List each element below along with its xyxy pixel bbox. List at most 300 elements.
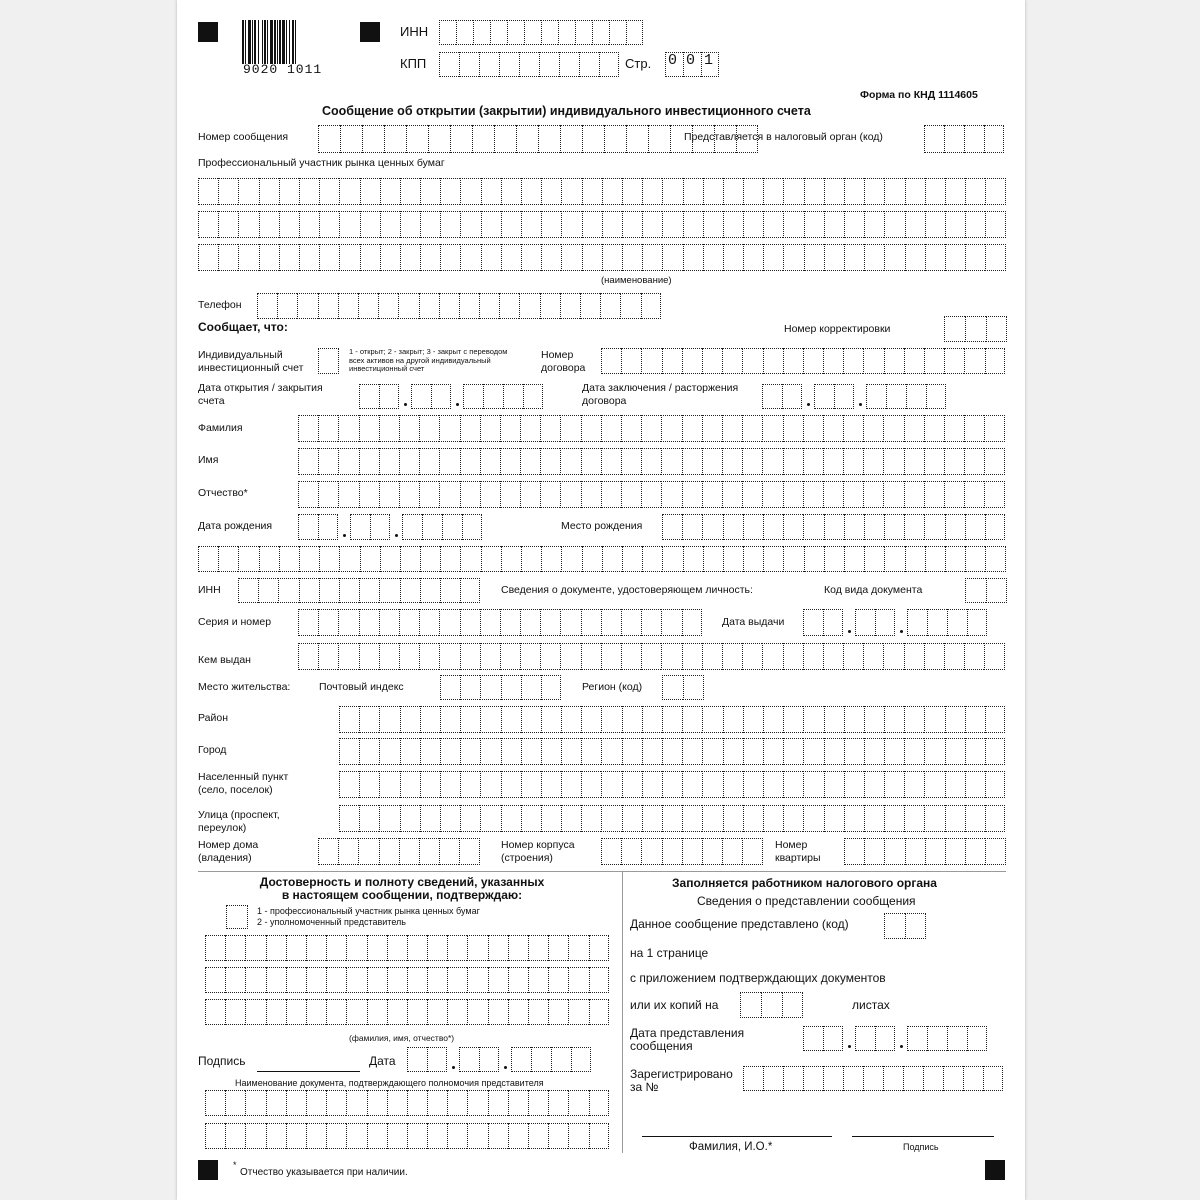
phone-input-cell[interactable]	[398, 293, 418, 319]
issue-date-year[interactable]	[907, 609, 987, 636]
settlement-input-cell[interactable]	[864, 771, 884, 798]
participant-name-line-2-cell[interactable]	[481, 211, 501, 238]
confirm-fio-line-2[interactable]	[205, 967, 609, 993]
message-number-input-cell[interactable]	[428, 125, 450, 153]
birth-place-line-1-cell[interactable]	[743, 514, 763, 540]
authority-doc-line-1-cell[interactable]	[306, 1090, 326, 1116]
first-name-input-cell[interactable]	[661, 448, 681, 475]
page-number-input-cell[interactable]	[701, 52, 719, 77]
issued-by-input-cell[interactable]	[682, 643, 702, 670]
kpp-header-input-cell[interactable]	[479, 52, 499, 77]
participant-name-line-3-cell[interactable]	[521, 244, 541, 271]
surname-input-cell[interactable]	[318, 415, 338, 442]
surname-input-cell[interactable]	[560, 415, 580, 442]
contract-number-input-cell[interactable]	[682, 348, 702, 374]
region-code-input-cell[interactable]	[683, 675, 704, 700]
first-name-input-cell[interactable]	[540, 448, 560, 475]
confirm-fio-line-1-cell[interactable]	[367, 935, 387, 961]
building-input-cell[interactable]	[702, 838, 722, 865]
settlement-input-cell[interactable]	[985, 771, 1005, 798]
correction-number-input-cell[interactable]	[965, 316, 986, 342]
inn-header-input-cell[interactable]	[439, 20, 456, 45]
settlement-input-cell[interactable]	[662, 771, 682, 798]
confirm-fio-line-1-cell[interactable]	[467, 935, 487, 961]
tax-authority-input-cell[interactable]	[964, 125, 984, 153]
city-input-cell[interactable]	[460, 738, 480, 765]
birth-place-line-2-cell[interactable]	[824, 546, 844, 572]
birth-place-line-1-cell[interactable]	[985, 514, 1005, 540]
patronymic-input-cell[interactable]	[318, 481, 338, 508]
authority-doc-line-2-cell[interactable]	[387, 1123, 407, 1149]
surname-input-cell[interactable]	[722, 415, 742, 442]
issued-by-input-cell[interactable]	[621, 643, 641, 670]
participant-name-line-1-cell[interactable]	[319, 178, 339, 205]
participant-name-line-2-cell[interactable]	[824, 211, 844, 238]
birth-date-year[interactable]	[402, 514, 482, 540]
surname-input-cell[interactable]	[803, 415, 823, 442]
series-number-input-cell[interactable]	[298, 609, 318, 636]
confirm-fio-line-3-cell[interactable]	[346, 999, 366, 1025]
patronymic-input-cell[interactable]	[399, 481, 419, 508]
contract-number-input-cell[interactable]	[641, 348, 661, 374]
issued-by-input-cell[interactable]	[540, 643, 560, 670]
participant-name-line-1-cell[interactable]	[460, 178, 480, 205]
participant-name-line-2-cell[interactable]	[925, 211, 945, 238]
issued-by-input-cell[interactable]	[359, 643, 379, 670]
participant-name-line-2-cell[interactable]	[905, 211, 925, 238]
doc-type-code-input-cell[interactable]	[965, 578, 986, 603]
city-input-cell[interactable]	[723, 738, 743, 765]
patronymic-input-cell[interactable]	[520, 481, 540, 508]
participant-name-line-1-cell[interactable]	[561, 178, 581, 205]
patronymic-input-cell[interactable]	[460, 481, 480, 508]
city-input-cell[interactable]	[682, 738, 702, 765]
confirm-date-month[interactable]	[459, 1047, 499, 1072]
phone-input-cell[interactable]	[600, 293, 620, 319]
person-inn-input-cell[interactable]	[238, 578, 258, 603]
issue-date-year-cell[interactable]	[907, 609, 927, 636]
confirm-fio-line-3-cell[interactable]	[286, 999, 306, 1025]
first-name-input-cell[interactable]	[762, 448, 782, 475]
surname-input-cell[interactable]	[742, 415, 762, 442]
message-number-input-cell[interactable]	[604, 125, 626, 153]
contract-number-input-cell[interactable]	[742, 348, 762, 374]
participant-name-line-1-cell[interactable]	[380, 178, 400, 205]
city-input-cell[interactable]	[824, 738, 844, 765]
first-name-input-cell[interactable]	[944, 448, 964, 475]
district-input-cell[interactable]	[581, 706, 601, 733]
confirm-fio-line-2-cell[interactable]	[447, 967, 467, 993]
participant-name-line-3-cell[interactable]	[218, 244, 238, 271]
participant-name-line-1-cell[interactable]	[501, 178, 521, 205]
city-input-cell[interactable]	[662, 738, 682, 765]
submit-date-month[interactable]	[855, 1026, 895, 1051]
participant-name-line-3-cell[interactable]	[763, 244, 783, 271]
house-input[interactable]	[318, 838, 480, 865]
patronymic-input-cell[interactable]	[581, 481, 601, 508]
participant-name-line-3[interactable]	[198, 244, 1006, 271]
participant-name-line-3-cell[interactable]	[440, 244, 460, 271]
participant-name-line-1-cell[interactable]	[763, 178, 783, 205]
confirm-fio-line-1-cell[interactable]	[528, 935, 548, 961]
settlement-input-cell[interactable]	[400, 771, 420, 798]
birth-place-line-2-cell[interactable]	[905, 546, 925, 572]
settlement-input-cell[interactable]	[803, 771, 823, 798]
series-number-input-cell[interactable]	[601, 609, 621, 636]
contract-number-input-cell[interactable]	[601, 348, 621, 374]
issued-by-input-cell[interactable]	[722, 643, 742, 670]
birth-place-line-1-cell[interactable]	[763, 514, 783, 540]
participant-name-line-1-cell[interactable]	[985, 178, 1005, 205]
house-input-cell[interactable]	[419, 838, 439, 865]
settlement-input-cell[interactable]	[743, 771, 763, 798]
district-input-cell[interactable]	[339, 706, 359, 733]
message-number-input-cell[interactable]	[450, 125, 472, 153]
confirm-date-year-cell[interactable]	[511, 1047, 531, 1072]
birth-place-line-2-cell[interactable]	[804, 546, 824, 572]
district-input-cell[interactable]	[844, 706, 864, 733]
first-name-input-cell[interactable]	[338, 448, 358, 475]
participant-name-line-2-cell[interactable]	[683, 211, 703, 238]
message-number-input-cell[interactable]	[736, 125, 758, 153]
participant-name-line-1-cell[interactable]	[945, 178, 965, 205]
settlement-input-cell[interactable]	[359, 771, 379, 798]
participant-name-line-1-cell[interactable]	[582, 178, 602, 205]
participant-name-line-3-cell[interactable]	[420, 244, 440, 271]
participant-name-line-3-cell[interactable]	[582, 244, 602, 271]
participant-name-line-3-cell[interactable]	[884, 244, 904, 271]
doc-type-code-input[interactable]	[965, 578, 1007, 603]
authority-doc-line-2-cell[interactable]	[589, 1123, 609, 1149]
issued-by-input-cell[interactable]	[338, 643, 358, 670]
city-input-cell[interactable]	[420, 738, 440, 765]
surname-input-cell[interactable]	[439, 415, 459, 442]
city-input-cell[interactable]	[379, 738, 399, 765]
registration-number-input-cell[interactable]	[943, 1066, 963, 1091]
birth-place-line-2-cell[interactable]	[198, 546, 218, 572]
participant-name-line-3-cell[interactable]	[319, 244, 339, 271]
first-name-input-cell[interactable]	[984, 448, 1004, 475]
authority-doc-line-1-cell[interactable]	[407, 1090, 427, 1116]
birth-place-line-2[interactable]	[198, 546, 1006, 572]
confirm-fio-line-1-cell[interactable]	[488, 935, 508, 961]
street-input-cell[interactable]	[803, 805, 823, 832]
confirm-fio-line-3-cell[interactable]	[387, 999, 407, 1025]
building-input[interactable]	[601, 838, 763, 865]
participant-name-line-3-cell[interactable]	[703, 244, 723, 271]
issued-by-input-cell[interactable]	[984, 643, 1004, 670]
authority-doc-line-1-cell[interactable]	[488, 1090, 508, 1116]
district-input-cell[interactable]	[561, 706, 581, 733]
contract-date-year-cell[interactable]	[926, 384, 946, 409]
first-name-input-cell[interactable]	[783, 448, 803, 475]
authority-doc-line-2-cell[interactable]	[326, 1123, 346, 1149]
participant-name-line-2-cell[interactable]	[561, 211, 581, 238]
first-name-input-cell[interactable]	[560, 448, 580, 475]
settlement-input-cell[interactable]	[379, 771, 399, 798]
message-number-input-cell[interactable]	[560, 125, 582, 153]
participant-name-line-1-cell[interactable]	[642, 178, 662, 205]
district-input-cell[interactable]	[379, 706, 399, 733]
issued-by-input-cell[interactable]	[480, 643, 500, 670]
participant-name-line-2-cell[interactable]	[319, 211, 339, 238]
confirm-fio-line-1-cell[interactable]	[286, 935, 306, 961]
surname-input-cell[interactable]	[702, 415, 722, 442]
birth-place-line-2-cell[interactable]	[481, 546, 501, 572]
participant-name-line-3-cell[interactable]	[561, 244, 581, 271]
participant-name-line-2-cell[interactable]	[380, 211, 400, 238]
submit-date-day-cell[interactable]	[823, 1026, 843, 1051]
correction-number-input-cell[interactable]	[944, 316, 965, 342]
confirm-fio-line-1-cell[interactable]	[225, 935, 245, 961]
city-input-cell[interactable]	[783, 738, 803, 765]
birth-place-line-1-cell[interactable]	[682, 514, 702, 540]
series-number-input-cell[interactable]	[661, 609, 681, 636]
patronymic-input-cell[interactable]	[601, 481, 621, 508]
submitted-code-input[interactable]	[884, 913, 926, 939]
city-input-cell[interactable]	[480, 738, 500, 765]
confirm-date-day[interactable]	[407, 1047, 447, 1072]
street-input-cell[interactable]	[541, 805, 561, 832]
birth-date-day-cell[interactable]	[318, 514, 338, 540]
district-input-cell[interactable]	[803, 706, 823, 733]
page-number-input-cell[interactable]	[683, 52, 701, 77]
patronymic-input-cell[interactable]	[924, 481, 944, 508]
issued-by-input-cell[interactable]	[439, 643, 459, 670]
confirm-fio-line-3-cell[interactable]	[407, 999, 427, 1025]
contract-date-year[interactable]	[866, 384, 946, 409]
street-input-cell[interactable]	[682, 805, 702, 832]
participant-name-line-1-cell[interactable]	[905, 178, 925, 205]
street-input-cell[interactable]	[945, 805, 965, 832]
settlement-input-cell[interactable]	[541, 771, 561, 798]
confirm-role-input[interactable]	[226, 905, 248, 929]
account-date-day-cell[interactable]	[359, 384, 379, 409]
patronymic-input-cell[interactable]	[702, 481, 722, 508]
phone-input-cell[interactable]	[540, 293, 560, 319]
series-number-input-cell[interactable]	[500, 609, 520, 636]
tax-authority-input-cell[interactable]	[944, 125, 964, 153]
patronymic-input[interactable]	[298, 481, 1005, 508]
participant-name-line-1-cell[interactable]	[521, 178, 541, 205]
message-number-input-cell[interactable]	[384, 125, 406, 153]
patronymic-input-cell[interactable]	[823, 481, 843, 508]
surname-input-cell[interactable]	[823, 415, 843, 442]
message-number-input-cell[interactable]	[340, 125, 362, 153]
participant-name-line-2-cell[interactable]	[582, 211, 602, 238]
birth-place-line-2-cell[interactable]	[420, 546, 440, 572]
surname-input-cell[interactable]	[480, 415, 500, 442]
settlement-input-cell[interactable]	[924, 771, 944, 798]
settlement-input-cell[interactable]	[339, 771, 359, 798]
confirm-date-day-cell[interactable]	[407, 1047, 427, 1072]
settlement-input-cell[interactable]	[965, 771, 985, 798]
settlement-input-cell[interactable]	[622, 771, 642, 798]
surname-input-cell[interactable]	[641, 415, 661, 442]
contract-number-input-cell[interactable]	[763, 348, 783, 374]
authority-doc-line-2-cell[interactable]	[407, 1123, 427, 1149]
confirm-fio-line-2-cell[interactable]	[245, 967, 265, 993]
district-input-cell[interactable]	[420, 706, 440, 733]
registration-number-input-cell[interactable]	[883, 1066, 903, 1091]
message-number-input-cell[interactable]	[494, 125, 516, 153]
patronymic-input-cell[interactable]	[419, 481, 439, 508]
kpp-header-input-cell[interactable]	[559, 52, 579, 77]
participant-name-line-1-cell[interactable]	[360, 178, 380, 205]
street-input-cell[interactable]	[501, 805, 521, 832]
participant-name-line-3-cell[interactable]	[783, 244, 803, 271]
phone-input-cell[interactable]	[318, 293, 338, 319]
participant-name-line-3-cell[interactable]	[380, 244, 400, 271]
authority-doc-line-1[interactable]	[205, 1090, 609, 1116]
birth-place-line-2-cell[interactable]	[319, 546, 339, 572]
kpp-header-input-cell[interactable]	[599, 52, 619, 77]
participant-name-line-3-cell[interactable]	[925, 244, 945, 271]
tax-fio-line[interactable]	[642, 1136, 832, 1137]
participant-name-line-3-cell[interactable]	[602, 244, 622, 271]
city-input[interactable]	[339, 738, 1005, 765]
participant-name-line-2-cell[interactable]	[602, 211, 622, 238]
kpp-header-input-cell[interactable]	[519, 52, 539, 77]
street-input-cell[interactable]	[460, 805, 480, 832]
registration-number-input-cell[interactable]	[763, 1066, 783, 1091]
confirm-fio-line-3-cell[interactable]	[508, 999, 528, 1025]
birth-place-line-2-cell[interactable]	[945, 546, 965, 572]
authority-doc-line-2-cell[interactable]	[508, 1123, 528, 1149]
first-name-input-cell[interactable]	[702, 448, 722, 475]
patronymic-input-cell[interactable]	[783, 481, 803, 508]
apartment-input-cell[interactable]	[985, 838, 1005, 865]
birth-date-year-cell[interactable]	[462, 514, 482, 540]
person-inn-input-cell[interactable]	[379, 578, 399, 603]
message-number-input-cell[interactable]	[670, 125, 692, 153]
confirm-date-month-cell[interactable]	[479, 1047, 499, 1072]
account-date-month[interactable]	[411, 384, 451, 409]
authority-doc-line-2-cell[interactable]	[367, 1123, 387, 1149]
street-input-cell[interactable]	[561, 805, 581, 832]
confirm-fio-line-2-cell[interactable]	[346, 967, 366, 993]
participant-name-line-2-cell[interactable]	[662, 211, 682, 238]
city-input-cell[interactable]	[864, 738, 884, 765]
contract-date-day-cell[interactable]	[782, 384, 802, 409]
confirm-fio-line-2-cell[interactable]	[488, 967, 508, 993]
patronymic-input-cell[interactable]	[964, 481, 984, 508]
birth-place-line-2-cell[interactable]	[783, 546, 803, 572]
authority-doc-line-1-cell[interactable]	[286, 1090, 306, 1116]
participant-name-line-1-cell[interactable]	[218, 178, 238, 205]
inn-header-input[interactable]	[439, 20, 643, 45]
person-inn-input-cell[interactable]	[420, 578, 440, 603]
confirm-fio-line-3-cell[interactable]	[266, 999, 286, 1025]
district-input-cell[interactable]	[460, 706, 480, 733]
series-number-input-cell[interactable]	[359, 609, 379, 636]
confirm-fio-line-2-cell[interactable]	[387, 967, 407, 993]
issue-date-day-cell[interactable]	[823, 609, 843, 636]
birth-place-line-2-cell[interactable]	[440, 546, 460, 572]
registration-number-input-cell[interactable]	[823, 1066, 843, 1091]
confirm-fio-line-1-cell[interactable]	[266, 935, 286, 961]
phone-input-cell[interactable]	[439, 293, 459, 319]
phone-input-cell[interactable]	[257, 293, 277, 319]
participant-name-line-1-cell[interactable]	[723, 178, 743, 205]
participant-name-line-1-cell[interactable]	[440, 178, 460, 205]
city-input-cell[interactable]	[904, 738, 924, 765]
inn-header-input-cell[interactable]	[473, 20, 490, 45]
account-date-year-cell[interactable]	[503, 384, 523, 409]
surname-input-cell[interactable]	[379, 415, 399, 442]
postal-code-input-cell[interactable]	[440, 675, 460, 700]
birth-place-line-1-cell[interactable]	[945, 514, 965, 540]
street-input-cell[interactable]	[420, 805, 440, 832]
birth-place-line-2-cell[interactable]	[763, 546, 783, 572]
district-input-cell[interactable]	[501, 706, 521, 733]
settlement-input-cell[interactable]	[884, 771, 904, 798]
authority-doc-line-2-cell[interactable]	[548, 1123, 568, 1149]
participant-name-line-2-cell[interactable]	[985, 211, 1005, 238]
district-input-cell[interactable]	[884, 706, 904, 733]
apartment-input-cell[interactable]	[945, 838, 965, 865]
surname-input-cell[interactable]	[500, 415, 520, 442]
issue-date-day[interactable]	[803, 609, 843, 636]
phone-input-cell[interactable]	[580, 293, 600, 319]
birth-date-day[interactable]	[298, 514, 338, 540]
confirm-fio-line-1-cell[interactable]	[568, 935, 588, 961]
city-input-cell[interactable]	[501, 738, 521, 765]
participant-name-line-2-cell[interactable]	[804, 211, 824, 238]
first-name-input-cell[interactable]	[480, 448, 500, 475]
submit-date-day[interactable]	[803, 1026, 843, 1051]
apartment-input-cell[interactable]	[905, 838, 925, 865]
surname-input-cell[interactable]	[883, 415, 903, 442]
issued-by-input-cell[interactable]	[560, 643, 580, 670]
account-date-year[interactable]	[463, 384, 543, 409]
street-input-cell[interactable]	[924, 805, 944, 832]
message-number-input-cell[interactable]	[516, 125, 538, 153]
authority-doc-line-1-cell[interactable]	[528, 1090, 548, 1116]
confirm-fio-line-2-cell[interactable]	[367, 967, 387, 993]
phone-input[interactable]	[257, 293, 661, 319]
phone-input-cell[interactable]	[297, 293, 317, 319]
surname-input-cell[interactable]	[298, 415, 318, 442]
copies-sheets-input-cell[interactable]	[782, 992, 803, 1018]
contract-date-month[interactable]	[814, 384, 854, 409]
first-name-input-cell[interactable]	[439, 448, 459, 475]
series-number-input-cell[interactable]	[581, 609, 601, 636]
issued-by-input-cell[interactable]	[379, 643, 399, 670]
contract-date-month-cell[interactable]	[814, 384, 834, 409]
confirm-fio-line-3-cell[interactable]	[306, 999, 326, 1025]
patronymic-input-cell[interactable]	[439, 481, 459, 508]
birth-place-line-2-cell[interactable]	[561, 546, 581, 572]
patronymic-input-cell[interactable]	[904, 481, 924, 508]
birth-place-line-1-cell[interactable]	[702, 514, 722, 540]
city-input-cell[interactable]	[440, 738, 460, 765]
settlement-input-cell[interactable]	[682, 771, 702, 798]
page-number-input-cell[interactable]	[665, 52, 683, 77]
street-input-cell[interactable]	[985, 805, 1005, 832]
participant-name-line-3-cell[interactable]	[339, 244, 359, 271]
birth-place-line-2-cell[interactable]	[743, 546, 763, 572]
authority-doc-line-1-cell[interactable]	[326, 1090, 346, 1116]
issued-by-input-cell[interactable]	[318, 643, 338, 670]
person-inn-input-cell[interactable]	[440, 578, 460, 603]
message-number-input[interactable]	[318, 125, 758, 153]
birth-place-line-1-cell[interactable]	[723, 514, 743, 540]
participant-name-line-1-cell[interactable]	[259, 178, 279, 205]
patronymic-input-cell[interactable]	[500, 481, 520, 508]
person-inn-input-cell[interactable]	[400, 578, 420, 603]
settlement-input-cell[interactable]	[480, 771, 500, 798]
